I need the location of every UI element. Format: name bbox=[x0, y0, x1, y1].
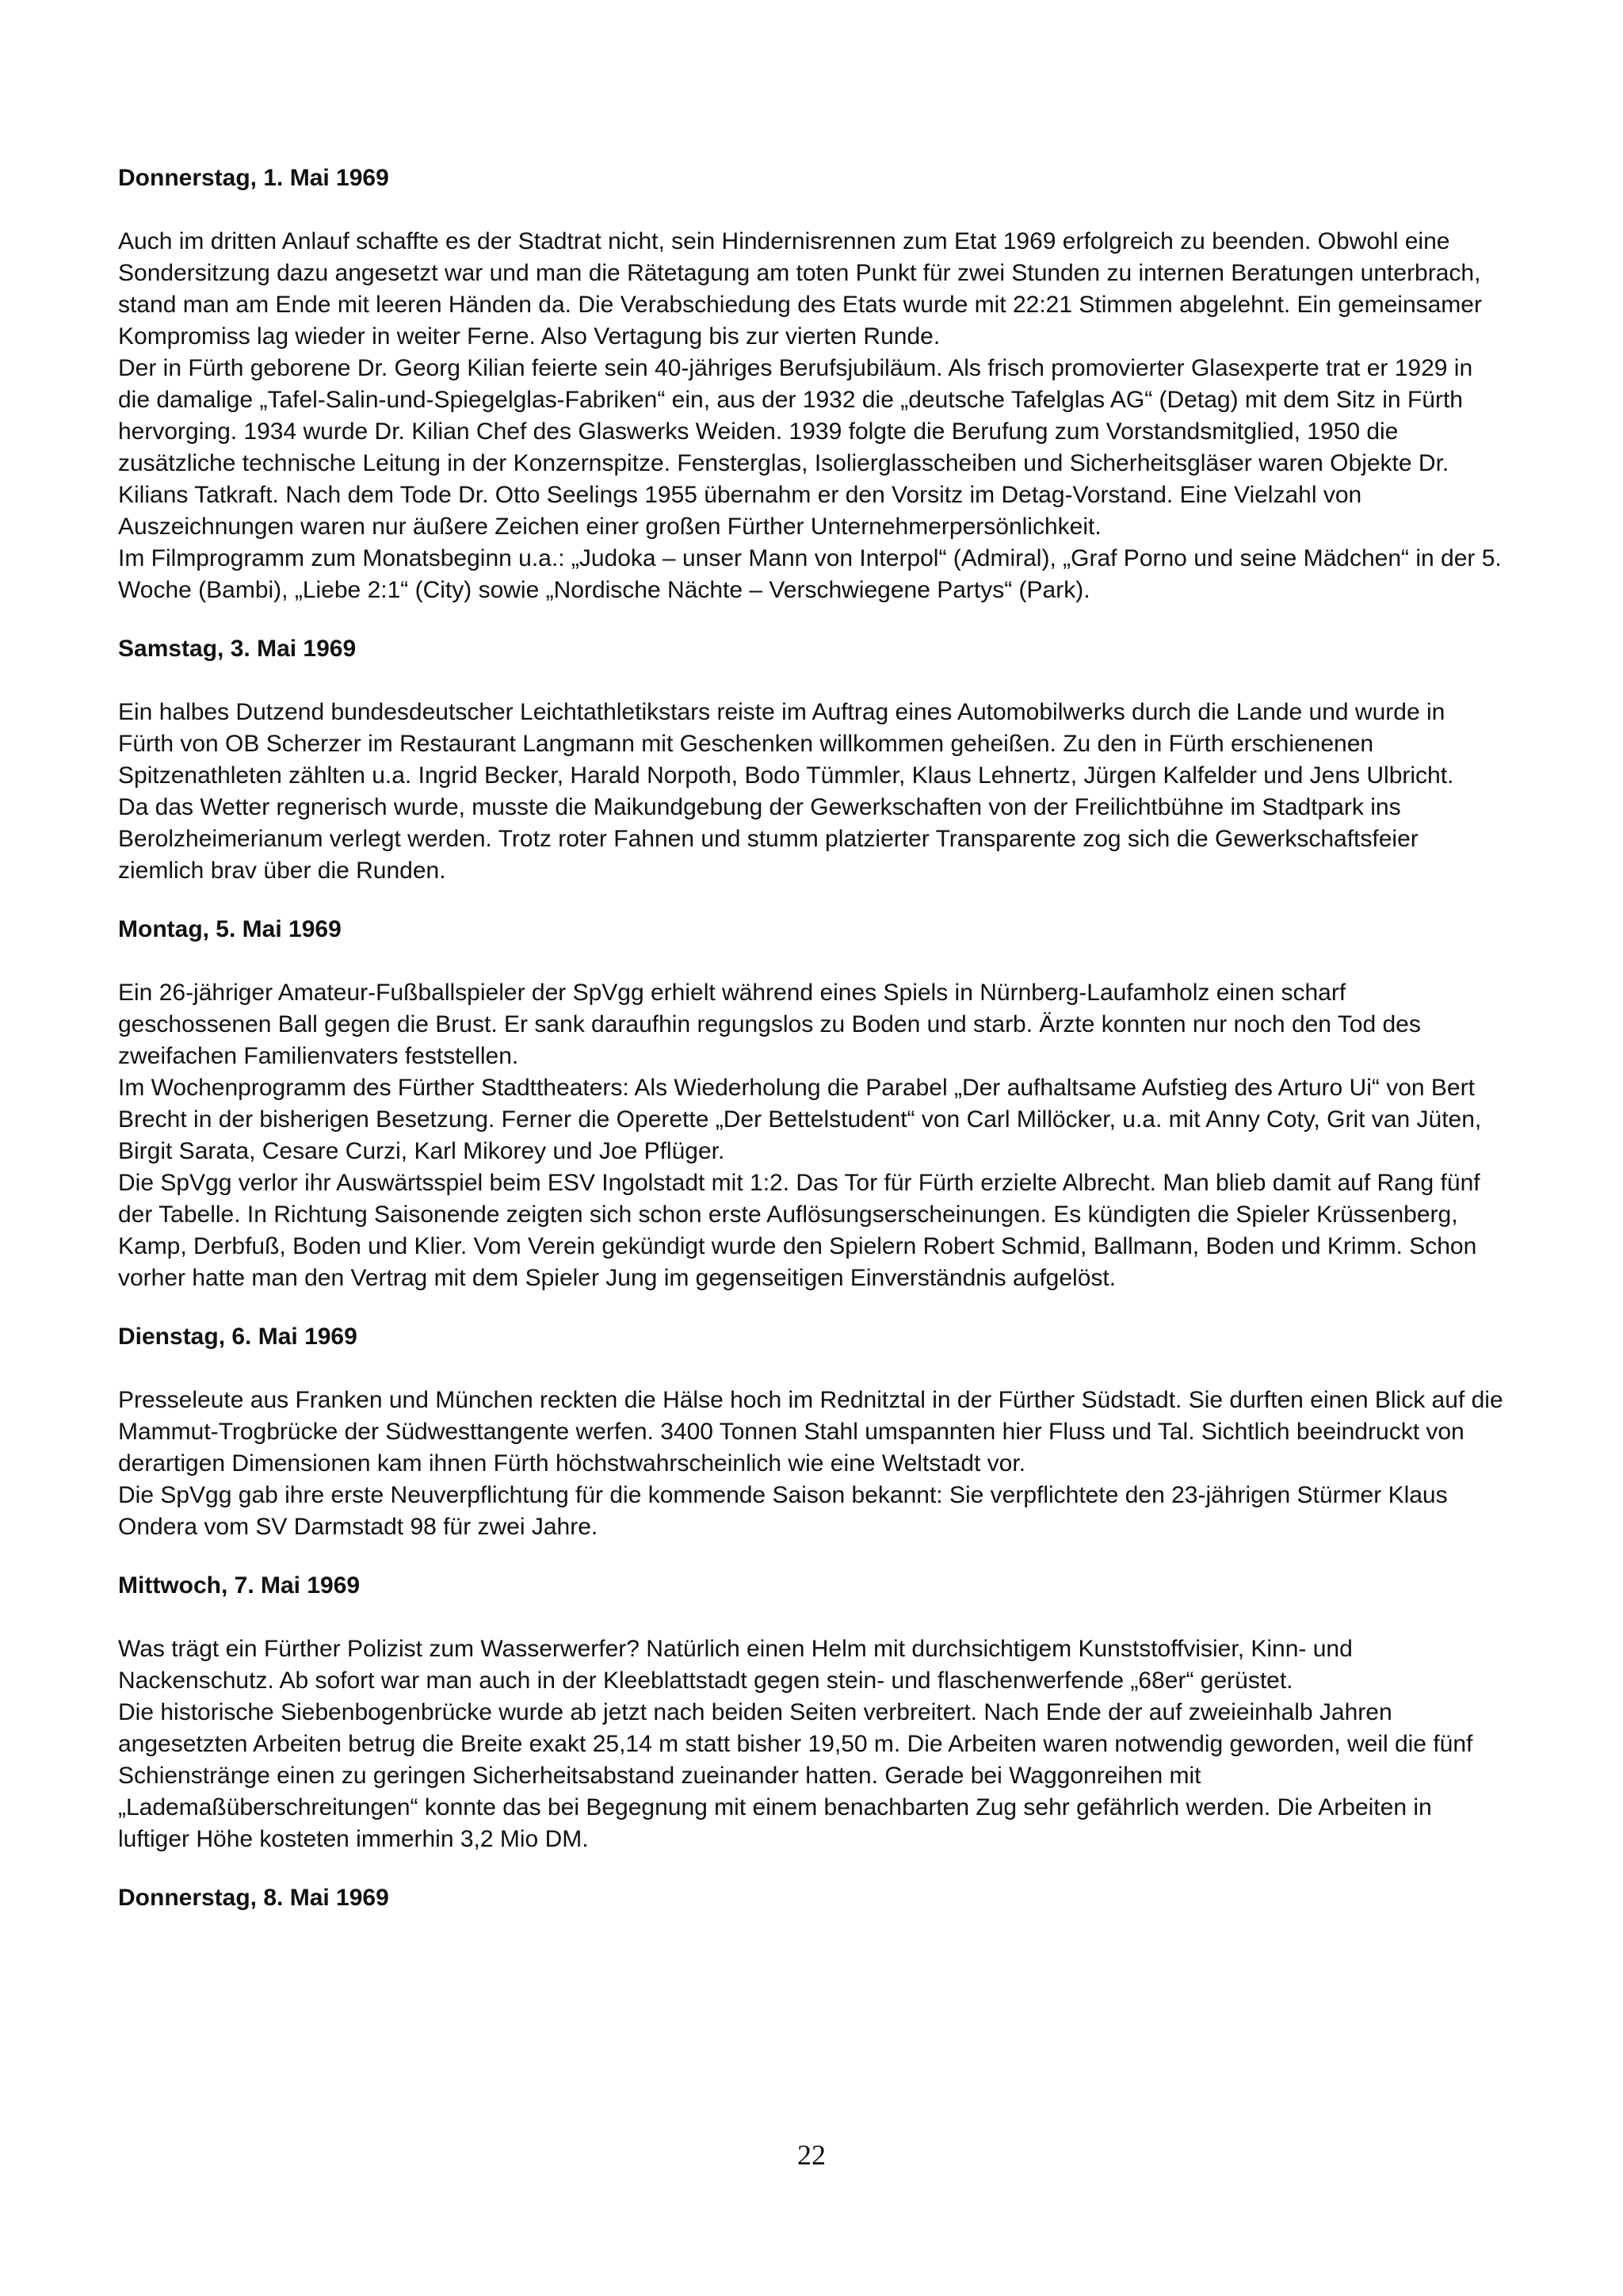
entry-date-heading: Samstag, 3. Mai 1969 bbox=[118, 636, 357, 662]
entry-date-heading: Donnerstag, 1. Mai 1969 bbox=[118, 165, 389, 191]
entry-paragraph: Was trägt ein Fürther Polizist zum Wasserwerfer? Natürlich einen Helm mit durchsichtigem Kunststoffvisier, Kinn- und Nackenschutz. Ab sofort war man auch in der Kleeblattstadt gegen stein- und flaschenwerfende „68er“ gerüstet. bbox=[118, 1636, 1353, 1694]
diary-entry-1969-05-06 bbox=[118, 1321, 1505, 1543]
diary-entry-1969-05-08 bbox=[118, 1882, 1505, 1914]
entry-date-heading: Montag, 5. Mai 1969 bbox=[118, 916, 342, 942]
entry-paragraph: Auch im dritten Anlauf schaffte es der Stadtrat nicht, sein Hindernisrennen zum Etat 1969 erfolgreich zu beenden. Obwohl eine Sondersitzung dazu angesetzt war und man die Rätetagung am toten Punkt für zwei Stunden zu internen Beratungen unterbrach, stand man am Ende mit leeren Händen da. Die Verabschiedung des Etats wurde mit 22:21 Stimmen abgelehnt. Ein gemeinsamer Kompromiss lag wieder in weiter Ferne. Also Vertagung bis zur vierten Runde. bbox=[118, 228, 1482, 350]
entry-paragraph: Im Wochenprogramm des Fürther Stadttheaters: Als Wiederholung die Parabel „Der aufhaltsame Aufstieg des Arturo Ui“ von Bert Brecht in der bisherigen Besetzung. Ferner die Operette „Der Bettelstudent“ von Carl Millöcker, u.a. mit Anny Coty, Grit van Jüten, Birgit Sarata, Cesare Curzi, Karl Mikorey und Joe Pflüger. bbox=[118, 1075, 1482, 1164]
entry-date-heading: Mittwoch, 7. Mai 1969 bbox=[118, 1572, 361, 1599]
entry-paragraph: Presseleute aus Franken und München reckten die Hälse hoch im Rednitztal in der Fürther Südstadt. Sie durften einen Blick auf die Mammut-Trogbrücke der Südwesttangente werfen. 3400 Tonnen Stahl umspannten hier Fluss und Tal. Sichtlich beeindruckt von derartigen Dimensionen kam ihnen Fürth höchstwahrscheinlich wie eine Weltstadt vor. bbox=[118, 1387, 1503, 1477]
diary-entry-1969-05-07 bbox=[118, 1570, 1505, 1855]
entry-date-heading: Donnerstag, 8. Mai 1969 bbox=[118, 1885, 389, 1911]
page-number: 22 bbox=[797, 2139, 826, 2171]
diary-entry-1969-05-05 bbox=[118, 914, 1505, 1294]
entry-paragraph: Da das Wetter regnerisch wurde, musste die Maikundgebung der Gewerkschaften von der Freilichtbühne im Stadtpark ins Berolzheimerianum verlegt werden. Trotz roter Fahnen und stumm platzierter Transparente zog sich die Gewerkschaftsfeier ziemlich brav über die Runden. bbox=[118, 794, 1419, 884]
entry-paragraph: Die SpVgg gab ihre erste Neuverpflichtung für die kommende Saison bekannt: Sie verpflichtete den 23-jährigen Stürmer Klaus Ondera vom SV Darmstadt 98 für zwei Jahre. bbox=[118, 1482, 1448, 1540]
entry-paragraph: Die SpVgg verlor ihr Auswärtsspiel beim ESV Ingolstadt mit 1:2. Das Tor für Fürth erzielte Albrecht. Man blieb damit auf Rang fünf der Tabelle. In Richtung Saisonende zeigten sich schon erste Auflösungserscheinungen. Es kündigten die Spieler Krüssenberg, Kamp, Derbfuß, Boden und Klier. Vom Verein gekündigt wurde den Spielern Robert Schmid, Ballmann, Boden und Krimm. Schon vorher hatte man den Vertrag mit dem Spieler Jung im gegenseitigen Einverständnis aufgelöst. bbox=[118, 1170, 1480, 1291]
diary-entry-1969-05-03 bbox=[118, 633, 1505, 887]
entry-paragraph: Ein 26-jähriger Amateur-Fußballspieler der SpVgg erhielt während eines Spiels in Nürnberg-Laufamholz einen scharf geschossenen Ball gegen die Brust. Er sank daraufhin regungslos zu Boden und starb. Ärzte konnten nur noch den Tod des zweifachen Familienvaters feststellen. bbox=[118, 980, 1421, 1069]
entry-date-heading: Dienstag, 6. Mai 1969 bbox=[118, 1324, 357, 1350]
entry-paragraph: Ein halbes Dutzend bundesdeutscher Leichtathletikstars reiste im Auftrag eines Automobilwerks durch die Lande und wurde in Fürth von OB Scherzer im Restaurant Langmann mit Geschenken willkommen geheißen. Zu den in Fürth erschienenen Spitzenathleten zählten u.a. Ingrid Becker, Harald Norpoth, Bodo Tümmler, Klaus Lehnertz, Jürgen Kalfelder und Jens Ulbricht. bbox=[118, 699, 1454, 789]
entry-paragraph: Der in Fürth geborene Dr. Georg Kilian feierte sein 40-jähriges Berufsjubiläum. Als frisch promovierter Glasexperte trat er 1929 in die damalige „Tafel-Salin-und-Spiegelglas-Fabriken“ ein, aus der 1932 die „deutsche Tafelglas AG“ (Detag) mit dem Sitz in Fürth hervorging. 1934 wurde Dr. Kilian Chef des Glaswerks Weiden. 1939 folgte die Berufung zum Vorstandsmitglied, 1950 die zusätzliche technische Leitung in der Konzernspitze. Fensterglas, Isolierglasscheiben und Sicherheitsgläser waren Objekte Dr. Kilians Tatkraft. Nach dem Tode Dr. Otto Seelings 1955 übernahm er den Vorsitz im Detag-Vorstand. Eine Vielzahl von Auszeichnungen waren nur äußere Zeichen einer großen Fürther Unternehmerpersönlichkeit. bbox=[118, 355, 1473, 540]
entry-paragraph: Die historische Siebenbogenbrücke wurde ab jetzt nach beiden Seiten verbreitert. Nach Ende der auf zweieinhalb Jahren angesetzten Arbeiten betrug die Breite exakt 25,14 m statt bisher 19,50 m. Die Arbeiten waren notwendig geworden, weil die fünf Schienstränge einen zu geringen Sicherheitsabstand zueinander hatten. Gerade bei Waggonreihen mit „Lademaßüberschreitungen“ konnte das bei Begegnung mit einem benachbarten Zug sehr gefährlich werden. Die Arbeiten in luftiger Höhe kosteten immerhin 3,2 Mio DM. bbox=[118, 1699, 1473, 1852]
entry-paragraph: Im Filmprogramm zum Monatsbeginn u.a.: „Judoka – unser Mann von Interpol“ (Admiral), „Graf Porno und seine Mädchen“ in der 5. Woche (Bambi), „Liebe 2:1“ (City) sowie „Nordische Nächte – Verschwiegene Partys“ (Park). bbox=[118, 545, 1502, 603]
diary-entry-1969-05-01 bbox=[118, 162, 1505, 606]
document-body bbox=[118, 162, 1505, 1946]
